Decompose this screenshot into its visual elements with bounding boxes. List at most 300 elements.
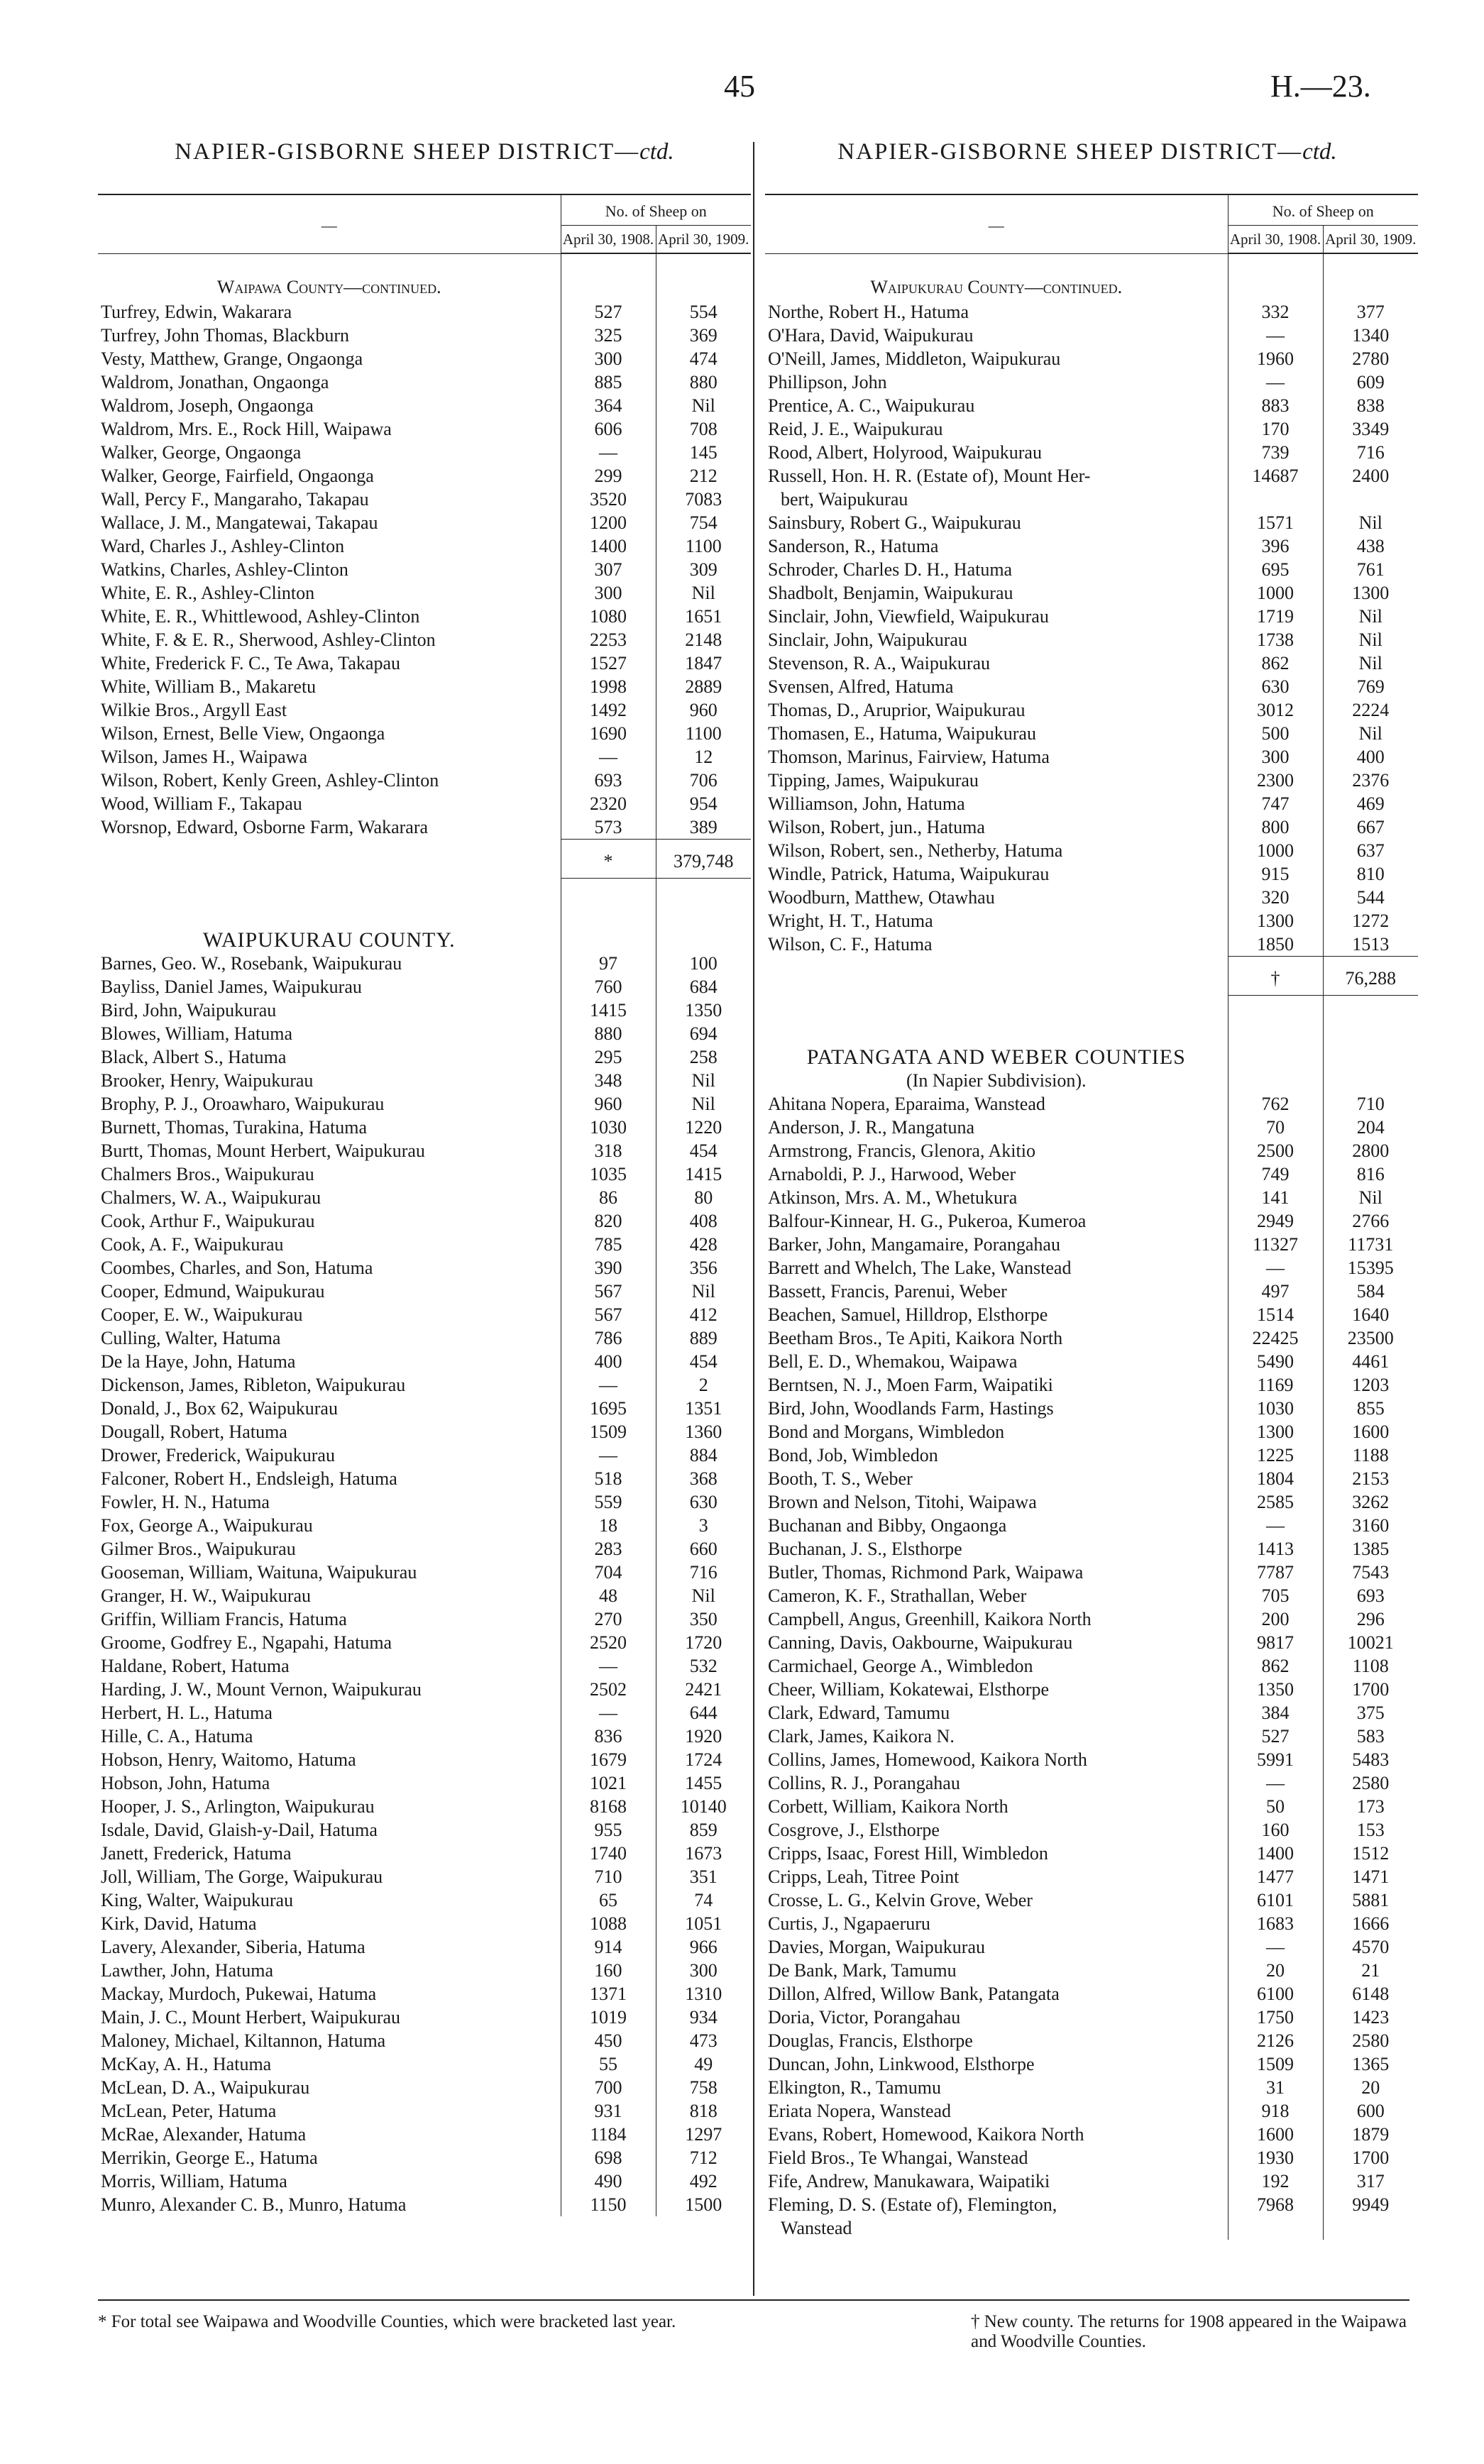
entry-1908: 6101 (1228, 1888, 1323, 1912)
entry-1909: 810 (1323, 862, 1418, 886)
entry-1908: 698 (561, 2146, 656, 2169)
header-dash: — (98, 198, 561, 253)
table-row (765, 792, 1418, 815)
entry-1908: 390 (561, 1256, 656, 1280)
entry-name: Wilson, Robert, sen., Netherby, Hatuma (768, 840, 1063, 861)
table-row (765, 511, 1418, 534)
entry-name: Stevenson, R. A., Waipukurau (768, 653, 991, 673)
table-row (98, 1022, 751, 1045)
entry-1908: 1371 (561, 1982, 656, 2006)
entry-1908: — (561, 1443, 656, 1467)
entry-1908: 332 (1228, 300, 1323, 324)
entry-1909: 375 (1323, 1701, 1418, 1725)
entry-1908: 1719 (1228, 605, 1323, 628)
table-row (765, 1256, 1418, 1280)
entry-1908: 1492 (561, 698, 656, 722)
entry-name: Wilkie Bros., Argyll East (101, 700, 287, 720)
table-row (765, 1912, 1418, 1935)
entry-1909: 2780 (1323, 347, 1418, 370)
table-row (98, 1701, 751, 1725)
entry-1909: 6148 (1323, 1982, 1418, 2006)
entry-1908: 22425 (1228, 1326, 1323, 1350)
entry-1908: 65 (561, 1888, 656, 1912)
entry-1908: 862 (1228, 1654, 1323, 1678)
entry-1909: 1423 (1323, 2006, 1418, 2029)
entry-1908: 820 (561, 1209, 656, 1233)
entry-1909: 1203 (1323, 1373, 1418, 1397)
table-row (98, 1584, 751, 1607)
entry-1909: 2224 (1323, 698, 1418, 722)
entry-1909: 7543 (1323, 1561, 1418, 1584)
entry-1908: 1300 (1228, 1420, 1323, 1443)
entry-1908: 1477 (1228, 1865, 1323, 1888)
entry-1909: Nil (1323, 511, 1418, 534)
entry-name: Granger, H. W., Waipukurau (101, 1585, 312, 1606)
table-row (765, 1397, 1418, 1420)
table-row (765, 886, 1418, 909)
entry-1909: 1640 (1323, 1303, 1418, 1326)
entry-1909: 637 (1323, 839, 1418, 862)
entry-1908: 786 (561, 1326, 656, 1350)
entry-1908: 48 (561, 1584, 656, 1607)
header-1909: April 30, 1909. (656, 226, 751, 254)
entry-1909: 4570 (1323, 1935, 1418, 1959)
entry-1909: 600 (1323, 2099, 1418, 2123)
entry-1909: 1108 (1323, 1654, 1418, 1678)
entry-1909: 12 (656, 745, 751, 769)
footnote-asterisk: * For total see Waipawa and Woodville Counties, which were bracketed last year. (98, 2312, 676, 2331)
entry-name: Shadbolt, Benjamin, Waipukurau (768, 583, 1013, 603)
entry-1909: 438 (1323, 534, 1418, 558)
table-row (98, 1818, 751, 1842)
entry-1909: 1300 (1323, 581, 1418, 605)
entry-name: Kirk, David, Hatuma (101, 1913, 257, 1934)
table-row (98, 300, 751, 324)
entry-name: Waldrom, Mrs. E., Rock Hill, Waipawa (101, 419, 392, 439)
table-row (765, 1561, 1418, 1584)
entry-1908: 11327 (1228, 1233, 1323, 1256)
entry-1908: — (1228, 1935, 1323, 1959)
entry-1909: 818 (656, 2099, 751, 2123)
entry-1909: 145 (656, 441, 751, 464)
table-row (765, 1795, 1418, 1818)
table-row (98, 1865, 751, 1888)
entry-1908: 2320 (561, 792, 656, 815)
entry-name: Crosse, L. G., Kelvin Grove, Weber (768, 1890, 1033, 1910)
table-row (765, 815, 1418, 839)
entry-name: Falconer, Robert H., Endsleigh, Hatuma (101, 1468, 397, 1489)
entry-1908: 3520 (561, 488, 656, 511)
entry-1908: 762 (1228, 1092, 1323, 1116)
table-row (98, 1725, 751, 1748)
entry-1908: 527 (561, 300, 656, 324)
entry-1909: 584 (1323, 1280, 1418, 1303)
entry-1909: 317 (1323, 2169, 1418, 2193)
entry-1909: 758 (656, 2076, 751, 2099)
table-row (98, 1678, 751, 1701)
entry-1909: 212 (656, 464, 751, 488)
entry-name: Dougall, Robert, Hatuma (101, 1421, 287, 1442)
entry-1908: 862 (1228, 651, 1323, 675)
entry-name: Bond, Job, Wimbledon (768, 1445, 938, 1465)
entry-1908: 885 (561, 370, 656, 394)
entry-1908: 695 (1228, 558, 1323, 581)
entry-1909: 428 (656, 1233, 751, 1256)
table-row (765, 605, 1418, 628)
entry-1908: 5490 (1228, 1350, 1323, 1373)
table-row (765, 2146, 1418, 2169)
entry-name: Cripps, Leah, Titree Point (768, 1866, 960, 1887)
table-row (98, 1256, 751, 1280)
entry-1909: 544 (1323, 886, 1418, 909)
entry-1909: 1351 (656, 1397, 751, 1420)
table-row (98, 1959, 751, 1982)
entry-1909: 21 (1323, 1959, 1418, 1982)
entry-name: McKay, A. H., Hatuma (101, 2054, 272, 2074)
entry-name: Beetham Bros., Te Apiti, Kaikora North (768, 1328, 1063, 1348)
entry-1908: 1350 (1228, 1678, 1323, 1701)
entry-1908: 1088 (561, 1912, 656, 1935)
entry-1909: 684 (656, 975, 751, 999)
header-dash: — (765, 198, 1228, 253)
table-row (98, 792, 751, 815)
table-row (98, 534, 751, 558)
entry-1909: 258 (656, 1045, 751, 1069)
table-row (765, 1748, 1418, 1771)
entry-1909: 1455 (656, 1771, 751, 1795)
entry-1909: 369 (656, 324, 751, 347)
entry-name: Hobson, Henry, Waitomo, Hatuma (101, 1749, 356, 1770)
table-row (98, 1467, 751, 1490)
entry-name: Barrett and Whelch, The Lake, Wanstead (768, 1258, 1072, 1278)
entry-1908: 450 (561, 2029, 656, 2052)
entry-1908: 705 (1228, 1584, 1323, 1607)
table-row (765, 675, 1418, 698)
entry-name: Watkins, Charles, Ashley-Clinton (101, 559, 348, 580)
table-row (98, 2146, 751, 2169)
entry-1908: 567 (561, 1280, 656, 1303)
table-row (765, 1842, 1418, 1865)
entry-1908: 1509 (561, 1420, 656, 1443)
entry-name: Phillipson, John (768, 372, 887, 392)
table-row (98, 698, 751, 722)
entry-name-continued: bert, Waipukurau (781, 489, 908, 510)
table-row (98, 1209, 751, 1233)
entry-name: Gooseman, William, Waituna, Waipukurau (101, 1562, 417, 1583)
entry-1908: 2520 (561, 1631, 656, 1654)
entry-1908: 518 (561, 1467, 656, 1490)
entry-1909: 10021 (1323, 1631, 1418, 1654)
entry-1909: 5881 (1323, 1888, 1418, 1912)
entry-1908: 20 (1228, 1959, 1323, 1982)
table-row (98, 722, 751, 745)
entry-1908: 1400 (1228, 1842, 1323, 1865)
entry-name: Drower, Frederick, Waipukurau (101, 1445, 335, 1465)
entry-1909: Nil (656, 1584, 751, 1607)
table-row (765, 1818, 1418, 1842)
table-row (765, 1607, 1418, 1631)
footnote-dagger: † New county. The returns for 1908 appeared in the Waipawa and Woodville Counties. (971, 2312, 1407, 2351)
entry-name: Clark, James, Kaikora N. (768, 1726, 955, 1747)
left-column (98, 139, 751, 2216)
entry-name: Sinclair, John, Waipukurau (768, 629, 967, 650)
entry-1908: 955 (561, 1818, 656, 1842)
entry-1908: 1690 (561, 722, 656, 745)
entry-1908: 1200 (561, 511, 656, 534)
entry-1908: 1930 (1228, 2146, 1323, 2169)
table-row (765, 1303, 1418, 1326)
header-1908: April 30, 1908. (1228, 226, 1323, 254)
entry-name: Prentice, A. C., Waipukurau (768, 395, 975, 416)
entry-name: Sinclair, John, Viewfield, Waipukurau (768, 606, 1049, 627)
entry-name: Blowes, William, Hatuma (101, 1023, 292, 1044)
total-1909: 379,748 (656, 840, 751, 879)
table-row (98, 1280, 751, 1303)
district-title: NAPIER-GISBORNE SHEEP DISTRICT— (175, 139, 640, 165)
entry-name: McLean, D. A., Waipukurau (101, 2077, 310, 2098)
entry-name: Cooper, Edmund, Waipukurau (101, 1281, 325, 1302)
entry-name: Svensen, Alfred, Hatuma (768, 676, 954, 697)
table-row (765, 1584, 1418, 1607)
entry-1909: 2376 (1323, 769, 1418, 792)
table-row (765, 1092, 1418, 1116)
entry-1909: 20 (1323, 2076, 1418, 2099)
entry-1909: 1385 (1323, 1537, 1418, 1561)
entry-name: Buchanan, J. S., Elsthorpe (768, 1539, 962, 1559)
entry-1908: 141 (1228, 1186, 1323, 1209)
entry-name: McLean, Peter, Hatuma (101, 2101, 277, 2121)
entry-1908: 7787 (1228, 1561, 1323, 1584)
entry-1908: 55 (561, 2052, 656, 2076)
district-heading-right (765, 139, 1409, 165)
entry-name: O'Hara, David, Waipukurau (768, 325, 974, 346)
entry-name: White, Frederick F. C., Te Awa, Takapau (101, 653, 400, 673)
entry-name: Beachen, Samuel, Hilldrop, Elsthorpe (768, 1304, 1048, 1325)
entry-1909: 300 (656, 1959, 751, 1982)
table-row (765, 1678, 1418, 1701)
table-row (98, 1982, 751, 2006)
entry-1909: 960 (656, 698, 751, 722)
entry-1908: 1000 (1228, 581, 1323, 605)
table-row (765, 722, 1418, 745)
header-group: No. of Sheep on (1228, 198, 1418, 226)
entry-name: Anderson, J. R., Mangatuna (768, 1117, 975, 1138)
header-group: No. of Sheep on (561, 198, 751, 226)
entry-1909: 754 (656, 511, 751, 534)
entry-1908: — (1228, 1514, 1323, 1537)
entry-name: Woodburn, Matthew, Otawhau (768, 887, 995, 908)
entry-1909: 49 (656, 2052, 751, 2076)
table-row (98, 769, 751, 792)
table-row (98, 1326, 751, 1350)
table-row (98, 1607, 751, 1631)
entry-name: Cook, Arthur F., Waipukurau (101, 1211, 315, 1231)
entry-name: Joll, William, The Gorge, Waipukurau (101, 1866, 383, 1887)
entry-1909: 1879 (1323, 2123, 1418, 2146)
table-row (765, 769, 1418, 792)
table-row (98, 324, 751, 347)
entry-1908: 1225 (1228, 1443, 1323, 1467)
entry-1908: 320 (1228, 886, 1323, 909)
entry-name: Collins, R. J., Porangahau (768, 1773, 960, 1793)
entry-1908: 700 (561, 2076, 656, 2099)
entry-name: Vesty, Matthew, Grange, Ongaonga (101, 348, 363, 369)
table-row (98, 999, 751, 1022)
entry-1909: 9949 (1323, 2193, 1418, 2216)
entry-name: Cripps, Isaac, Forest Hill, Wimbledon (768, 1843, 1048, 1864)
table-row (765, 1420, 1418, 1443)
entry-1909: 859 (656, 1818, 751, 1842)
entry-1908: 630 (1228, 675, 1323, 698)
entry-1908: 1695 (561, 1397, 656, 1420)
table-row (765, 1701, 1418, 1725)
entry-1908: 8168 (561, 1795, 656, 1818)
entry-1909: 100 (656, 952, 751, 975)
entry-name: Main, J. C., Mount Herbert, Waipukurau (101, 2007, 401, 2028)
entry-1908: 192 (1228, 2169, 1323, 2193)
table-row (98, 1888, 751, 1912)
entry-1908: 915 (1228, 862, 1323, 886)
entry-name: De la Haye, John, Hatuma (101, 1351, 296, 1372)
table-row (765, 698, 1418, 722)
entry-1909: 153 (1323, 1818, 1418, 1842)
entry-1908: 170 (1228, 417, 1323, 441)
table-row (98, 1069, 751, 1092)
entry-1909: 3 (656, 1514, 751, 1537)
entry-1909: 350 (656, 1607, 751, 1631)
section-title: WAIPUKURAU COUNTY. (202, 928, 456, 952)
column-divider (753, 142, 754, 2296)
entry-1908: 960 (561, 1092, 656, 1116)
table-row (98, 1795, 751, 1818)
entry-1908: 1804 (1228, 1467, 1323, 1490)
entry-1909: 80 (656, 1186, 751, 1209)
table-row (765, 1514, 1418, 1537)
entry-name: Cheer, William, Kokatewai, Elsthorpe (768, 1679, 1049, 1700)
entry-1909: 1500 (656, 2193, 751, 2216)
entry-1908: 914 (561, 1935, 656, 1959)
entry-name: Brown and Nelson, Titohi, Waipawa (768, 1492, 1037, 1512)
entry-1908: 283 (561, 1537, 656, 1561)
entry-name: Thomson, Marinus, Fairview, Hatuma (768, 747, 1050, 767)
page-number: 45 (724, 69, 755, 104)
entry-1908: 704 (561, 1561, 656, 1584)
entry-name-continued: Wanstead (781, 2218, 852, 2238)
table-row (98, 1139, 751, 1162)
table-row (98, 441, 751, 464)
entry-1908: — (561, 1373, 656, 1397)
entry-1909: Nil (656, 1069, 751, 1092)
table-row (98, 1420, 751, 1443)
entry-1909: 204 (1323, 1116, 1418, 1139)
table-row (98, 2169, 751, 2193)
entry-1908: — (561, 1701, 656, 1725)
entry-1909: 351 (656, 1865, 751, 1888)
entry-1909: 1100 (656, 722, 751, 745)
entry-1908: 50 (1228, 1795, 1323, 1818)
entry-name: Curtis, J., Ngapaeruru (768, 1913, 930, 1934)
entry-1909: 492 (656, 2169, 751, 2193)
entry-1909: 761 (1323, 558, 1418, 581)
entry-1908: 1998 (561, 675, 656, 698)
entry-1908: 710 (561, 1865, 656, 1888)
entry-name: Burnett, Thomas, Turakina, Hatuma (101, 1117, 368, 1138)
entry-name: Bayliss, Daniel James, Waipukurau (101, 977, 362, 997)
document-code: H.—23. (1270, 69, 1371, 104)
entry-name: Harding, J. W., Mount Vernon, Waipukurau (101, 1679, 422, 1700)
table-row (765, 1116, 1418, 1139)
entry-1908: 364 (561, 394, 656, 417)
table-row (765, 2006, 1418, 2029)
entry-1909: 400 (1323, 745, 1418, 769)
entry-1908: 1035 (561, 1162, 656, 1186)
table-row (765, 1888, 1418, 1912)
entry-1908: 1400 (561, 534, 656, 558)
table-row (98, 2006, 751, 2029)
footer-rule (98, 2299, 1409, 2301)
entry-1908: 1750 (1228, 2006, 1323, 2029)
entry-1909: 644 (656, 1701, 751, 1725)
table-row (98, 2076, 751, 2099)
entry-1908: 1679 (561, 1748, 656, 1771)
entry-1909: 1310 (656, 1982, 751, 2006)
district-suffix: ctd. (1302, 139, 1337, 165)
table-row (765, 1935, 1418, 1959)
table-row (98, 675, 751, 698)
entry-1909: 532 (656, 1654, 751, 1678)
entry-1908: 1571 (1228, 511, 1323, 534)
entry-1908: 693 (561, 769, 656, 792)
entry-1908: 31 (1228, 2076, 1323, 2099)
table-row (98, 628, 751, 651)
entry-1909: 954 (656, 792, 751, 815)
entry-1908: 1300 (1228, 909, 1323, 933)
entry-name: Douglas, Francis, Elsthorpe (768, 2030, 973, 2051)
table-row (765, 1139, 1418, 1162)
entry-1909: 74 (656, 1888, 751, 1912)
table-row (765, 1631, 1418, 1654)
entry-1908: 1683 (1228, 1912, 1323, 1935)
entry-name: Culling, Walter, Hatuma (101, 1328, 281, 1348)
entry-1908: 1740 (561, 1842, 656, 1865)
entry-1908: 883 (1228, 394, 1323, 417)
entry-1908: 2126 (1228, 2029, 1323, 2052)
entry-1908: 760 (561, 975, 656, 999)
table-row (765, 1186, 1418, 1209)
entry-name: Maloney, Michael, Kiltannon, Hatuma (101, 2030, 386, 2051)
entry-1908: 307 (561, 558, 656, 581)
entry-1909: 816 (1323, 1162, 1418, 1186)
section-title: PATANGATA AND WEBER COUNTIES (806, 1045, 1186, 1069)
entry-1909: 173 (1323, 1795, 1418, 1818)
entry-name: McRae, Alexander, Hatuma (101, 2124, 307, 2145)
table-row (765, 1280, 1418, 1303)
entry-name: Griffin, William Francis, Hatuma (101, 1609, 347, 1629)
entry-1909: 356 (656, 1256, 751, 1280)
entry-name: White, E. R., Ashley-Clinton (101, 583, 315, 603)
entry-1908: 1413 (1228, 1537, 1323, 1561)
entry-1908: 295 (561, 1045, 656, 1069)
entry-1908: 931 (561, 2099, 656, 2123)
table-row (98, 394, 751, 417)
entry-name: Booth, T. S., Weber (768, 1468, 913, 1489)
entry-1909: 712 (656, 2146, 751, 2169)
entry-1909: 1720 (656, 1631, 751, 1654)
entry-name: Hille, C. A., Hatuma (101, 1726, 253, 1747)
table-row (765, 933, 1418, 957)
entry-1908: — (1228, 1771, 1323, 1795)
entry-1908: 5991 (1228, 1748, 1323, 1771)
